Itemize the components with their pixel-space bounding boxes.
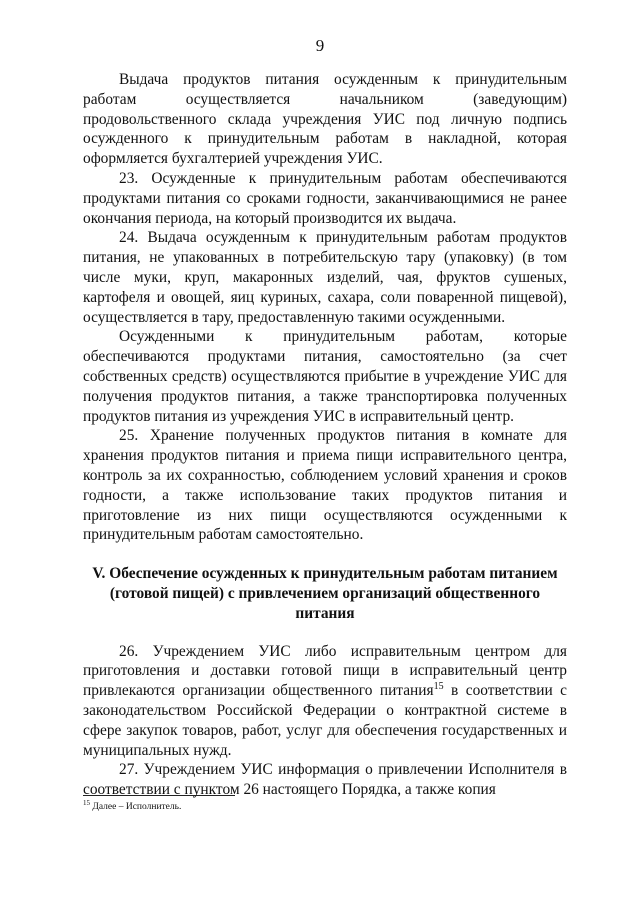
footnote-text: Далее – Исполнитель. [90, 802, 182, 812]
paragraph-24: 24. Выдача осужденным к принудительным работам продуктов питания, не упакованных в потребительскую тару (упаковку) (в том числе муки, круп, макаронных изделий, чая, фруктов сушеных, картофеля и овощей, яиц куриных, сахара, соли поваренной пищевой), осуществляется в тару, предоставленную такими осужденными. [83, 229, 567, 326]
paragraph-23: 23. Осужденные к принудительным работам обеспечиваются продуктами питания со сроками годности, заканчивающимися не ранее окончания периода, на который производится их выдача. [83, 169, 567, 227]
document-body [83, 70, 567, 800]
paragraph-24-continued: Осужденными к принудительным работам, которые обеспечиваются продуктами питания, самостоятельно (за счет собственных средств) осуществляются прибытие в учреждение УИС для получения продуктов питания, а также транспортировка полученных продуктов питания из учреждения УИС в исправительный центр. [83, 328, 567, 425]
paragraph-26-text: 26. Учреждением УИС либо исправительным центром для приготовления и доставки готовой пищи в исправительный центр привлекаются организации общественного питания [83, 642, 567, 700]
paragraph-27: 27. Учреждением УИС информация о привлечении Исполнителя в соответствии с пунктом 26 настоящего Порядка, а также копия [83, 761, 567, 799]
paragraph-26 [83, 642, 567, 761]
footnote [83, 798, 567, 813]
footnote-reference: 15 [433, 680, 444, 692]
section-heading-v: V. Обеспечение осужденных к принудительным работам питанием (готовой пищей) с привлечением организаций общественного питания [92, 565, 558, 622]
page-number: 9 [315, 36, 325, 55]
footnote-separator [83, 795, 235, 796]
footnote-mark: 15 [83, 798, 90, 807]
paragraph-food-issuance: Выдача продуктов питания осужденным к принудительным работам осуществляется начальником (заведующим) продовольственного склада учреждения УИС под личную подпись осужденного к принудительным работам в накладной, которая оформляется бухгалтерией учреждения УИС. [83, 71, 567, 168]
paragraph-26-text-end: в соответствии с законодательством Российской Федерации о контрактной системе в сфере закупок товаров, работ, услуг для обеспечения государственных и муниципальных нужд. [83, 682, 567, 759]
paragraph-25: 25. Хранение полученных продуктов питания в комнате для хранения продуктов питания и приема пищи исправительного центра, контроль за их сохранностью, соблюдением условий хранения и сроков годности, а также использование таких продуктов питания и приготовление из них пищи осуществляются осужденными к принудительным работам самостоятельно. [83, 427, 567, 544]
